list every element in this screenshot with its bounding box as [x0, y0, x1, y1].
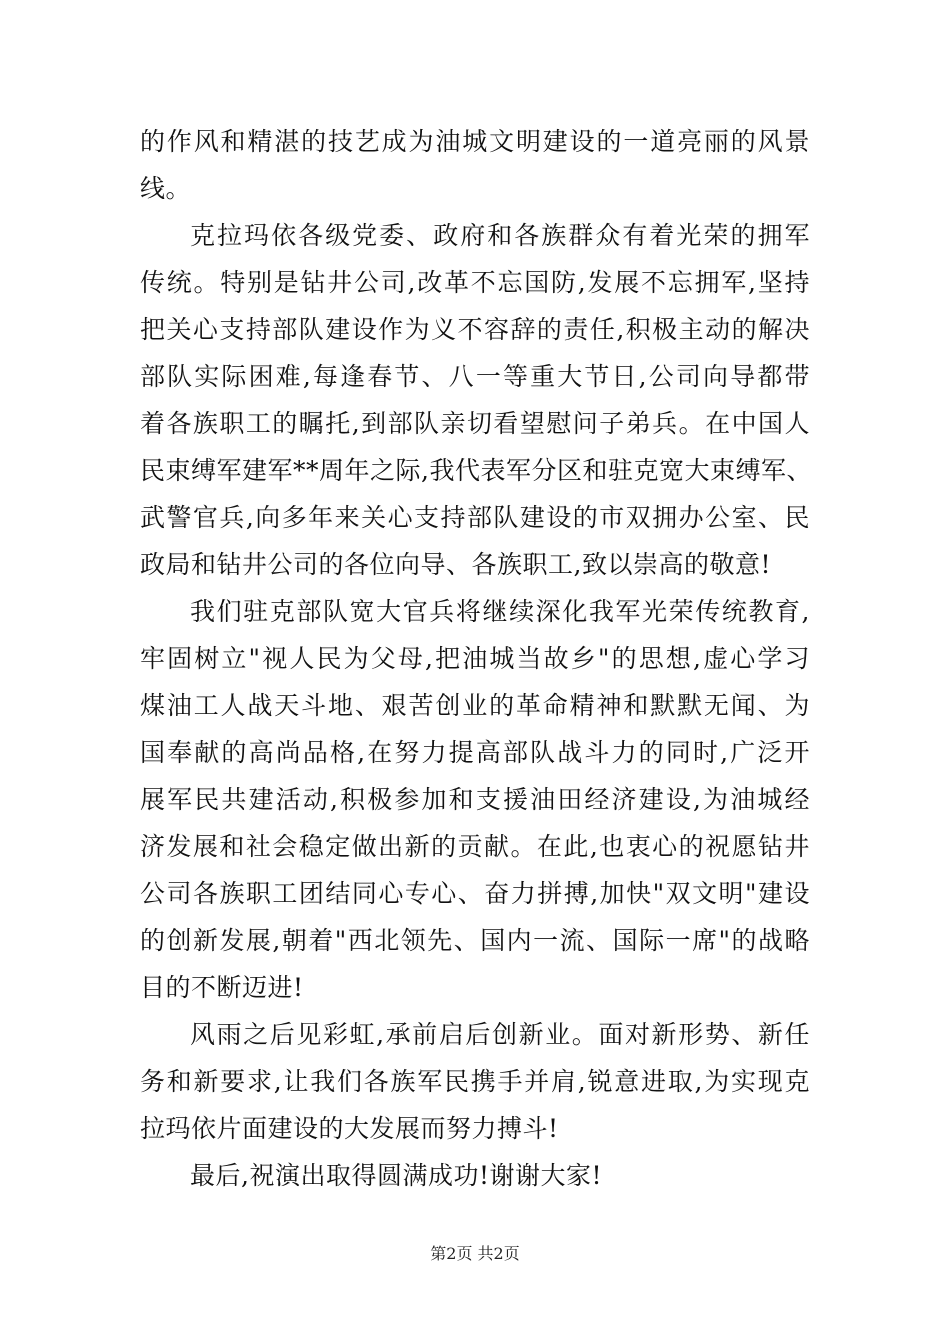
- paragraph-first-line: 克拉玛依各级党委、政府和各族群众有着光荣的拥军: [190, 221, 810, 250]
- paragraph-first-line: 最后,祝演出取得圆满成功!谢谢大家!: [190, 1161, 603, 1190]
- text-line: 部队实际困难,每逢春节、八一等重大节日,公司向导都带: [140, 362, 810, 391]
- text-line: 政局和钻井公司的各位向导、各族职工,致以崇高的敬意!: [140, 550, 771, 579]
- text-line: 的创新发展,朝着"西北领先、国内一流、国际一席"的战略: [140, 926, 810, 955]
- text-line: 着各族职工的瞩托,到部队亲切看望慰问子弟兵。在中国人: [140, 409, 810, 438]
- text-line: 传统。特别是钻井公司,改革不忘国防,发展不忘拥军,坚持: [140, 268, 810, 297]
- text-line: 展军民共建活动,积极参加和支援油田经济建设,为油城经: [140, 785, 810, 814]
- text-line: 武警官兵,向多年来关心支持部队建设的市双拥办公室、民: [140, 503, 810, 532]
- text-line: 把关心支持部队建设作为义不容辞的责任,积极主动的解决: [140, 315, 810, 344]
- text-line: 的作风和精湛的技艺成为油城文明建设的一道亮丽的风景: [140, 127, 810, 156]
- text-line: 拉玛依片面建设的大发展而努力搏斗!: [140, 1114, 559, 1143]
- text-line: 煤油工人战天斗地、艰苦创业的革命精神和默默无闻、为: [140, 691, 810, 720]
- text-line: 牢固树立"视人民为父母,把油城当故乡"的思想,虚心学习: [140, 644, 810, 673]
- text-line: 公司各族职工团结同心专心、奋力拼搏,加快"双文明"建设: [140, 879, 810, 908]
- page-number-footer: 第2页 共2页: [430, 1244, 520, 1263]
- text-line: 目的不断迈进!: [140, 973, 304, 1002]
- text-line: 济发展和社会稳定做出新的贡献。在此,也衷心的祝愿钻井: [140, 832, 810, 861]
- text-line: 务和新要求,让我们各族军民携手并肩,锐意进取,为实现克: [140, 1067, 810, 1096]
- text-line: 线。: [140, 174, 192, 203]
- text-line: 国奉献的高尚品格,在努力提高部队战斗力的同时,广泛开: [140, 738, 810, 767]
- paragraph-first-line: 我们驻克部队宽大官兵将继续深化我军光荣传统教育,: [190, 597, 810, 626]
- paragraph-first-line: 风雨之后见彩虹,承前启后创新业。面对新形势、新任: [190, 1020, 810, 1049]
- text-line: 民束缚军建军**周年之际,我代表军分区和驻克宽大束缚军、: [140, 456, 812, 485]
- body-text: [140, 118, 810, 1199]
